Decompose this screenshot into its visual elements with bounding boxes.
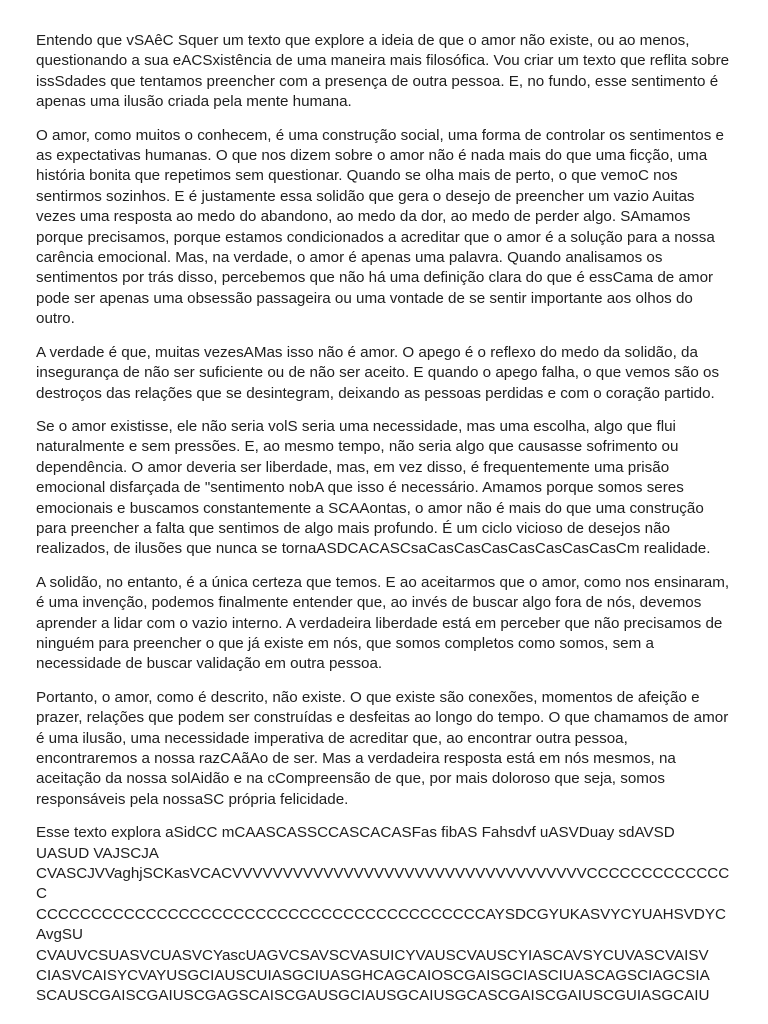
paragraph-4: Se o amor existisse, ele não seria volS seria uma necessidade, mas uma escolha, algo que flui naturalmente e sem pressões. E, ao mesmo tempo, não seria algo que causasse sofrimento ou dependência. O amor deveria ser liberdade, mas, em vez disso, é frequentemente uma prisão emocional disfarçada de "sentimento nobA que isso é necessário. Amamos porque somos seres emocionais e buscamos constantemente a SCAAontas, o amor não é mais do que uma construção para preencher a falta que sentimos de algo mais profundo. É um ciclo vicioso de desejos não realizados, de ilusões que nunca se tornaASDCACASCsaCasCasCasCasCasCasCasCm realidade. bbox=[36, 417, 711, 558]
final-line-2: UASUD VAJSCJA bbox=[36, 844, 159, 862]
final-line-1: Esse texto explora aSidCC mCAASCASSCCASCACASFas fibAS Fahsdvf uASVDuay sdAVSD bbox=[36, 824, 675, 842]
paragraph-2: O amor, como muitos o conhecem, é uma construção social, uma forma de controlar os sentimentos e as expectativas humanas. O que nos dizem sobre o amor não é nada mais do que uma ficção, uma história bonita que repetimos sem questionar. Quando se olha mais de perto, o que vemoC nos sentirmos sozinhos. E é justamente essa solidão que gera o desejo de preencher um vazio Auitas vezes uma resposta ao medo do abandono, ao medo da dor, ao medo de perder algo. SAmamos porque precisamos, porque estamos condicionados a acreditar que o amor é a solução para a nossa carência emocional. Mas, na verdade, o amor é apenas uma palavra. Quando analisamos os sentimentos por trás disso, percebemos que não há uma definição clara do que é essCama de amor pode ser apenas uma obsessão passageira ou uma vontade de se sentir importante aos olhos do outro. bbox=[36, 126, 724, 328]
final-line-4: CCCCCCCCCCCCCCCCCCCCCCCCCCCCCCCCCCCCCCCCCAYSDCGYUKASVYCYUAHSVDYCAvgSU bbox=[36, 905, 726, 944]
final-line-5: CVAUVCSUASVCUASVCYascUAGVCSAVSCVASUICYVAUSCVAUSCYIASCAVSYCUVASCVAISV bbox=[36, 946, 709, 964]
final-line-6: CIASVCAISYCVAYUSGCIAUSCUIASGCIUASGHCAGCAIOSCGAISGCIASCIUASCAGSCIAGCSIA bbox=[36, 967, 710, 985]
paragraph-5: A solidão, no entanto, é a única certeza que temos. E ao aceitarmos que o amor, como nos ensinaram, é uma invenção, podemos finalmente entender que, ao invés de buscar algo fora de nós, devemos aprender a lidar com o vazio interno. A verdadeira liberdade está em perceber que não precisamos de ninguém para preencher o que já existe em nós, que somos completos como somos, sem a necessidade de buscar validação em outra pessoa. bbox=[36, 573, 730, 673]
paragraph-6: Portanto, o amor, como é descrito, não existe. O que existe são conexões, momentos de afeição e prazer, relações que podem ser construídas e desfeitas ao longo do tempo. O que chamamos de amor é uma ilusão, uma necessidade imperativa de acreditar que, ao encontrar outra pessoa, encontraremos a nossa razCAãAo de ser. Mas a verdadeira resposta está em nós mesmos, na aceitação da nossa solAidão e na cCompreensão de que, por mais doloroso que seja, somos responsáveis pela nossaSC própria felicidade. bbox=[36, 688, 729, 808]
final-line-7: SCAUSCGAISCGAIUSCGAGSCAISCGAUSGCIAUSGCAIUSGCASCGAISCGAIUSCGUIASGCAIU bbox=[36, 987, 710, 1005]
document-page bbox=[36, 31, 732, 1020]
final-line-3: CVASCJVVaghjSCKasVCACVVVVVVVVVVVVVVVVVVVVVVVVVVVVVVVVVVVCCCCCCCCCCCCCC bbox=[36, 865, 730, 903]
paragraph-3: A verdade é que, muitas vezesAMas isso não é amor. O apego é o reflexo do medo da solidão, da insegurança de não ser suficiente ou de não ser aceito. E quando o apego falha, o que vemos são os destroços das relações que se desintegram, deixando as pessoas perdidas e com o coração partido. bbox=[36, 343, 720, 402]
paragraph-1: Entendo que vSAêC Squer um texto que explore a ideia de que o amor não existe, ou ao menos, questionando a sua eACSxistência de uma maneira mais filosófica. Vou criar um texto que reflita sobre issSdades que tentamos preencher com a presença de outra pessoa. E, no fundo, esse sentimento é apenas uma ilusão criada pela mente humana. bbox=[36, 32, 730, 111]
paragraph-7 bbox=[36, 823, 732, 1007]
